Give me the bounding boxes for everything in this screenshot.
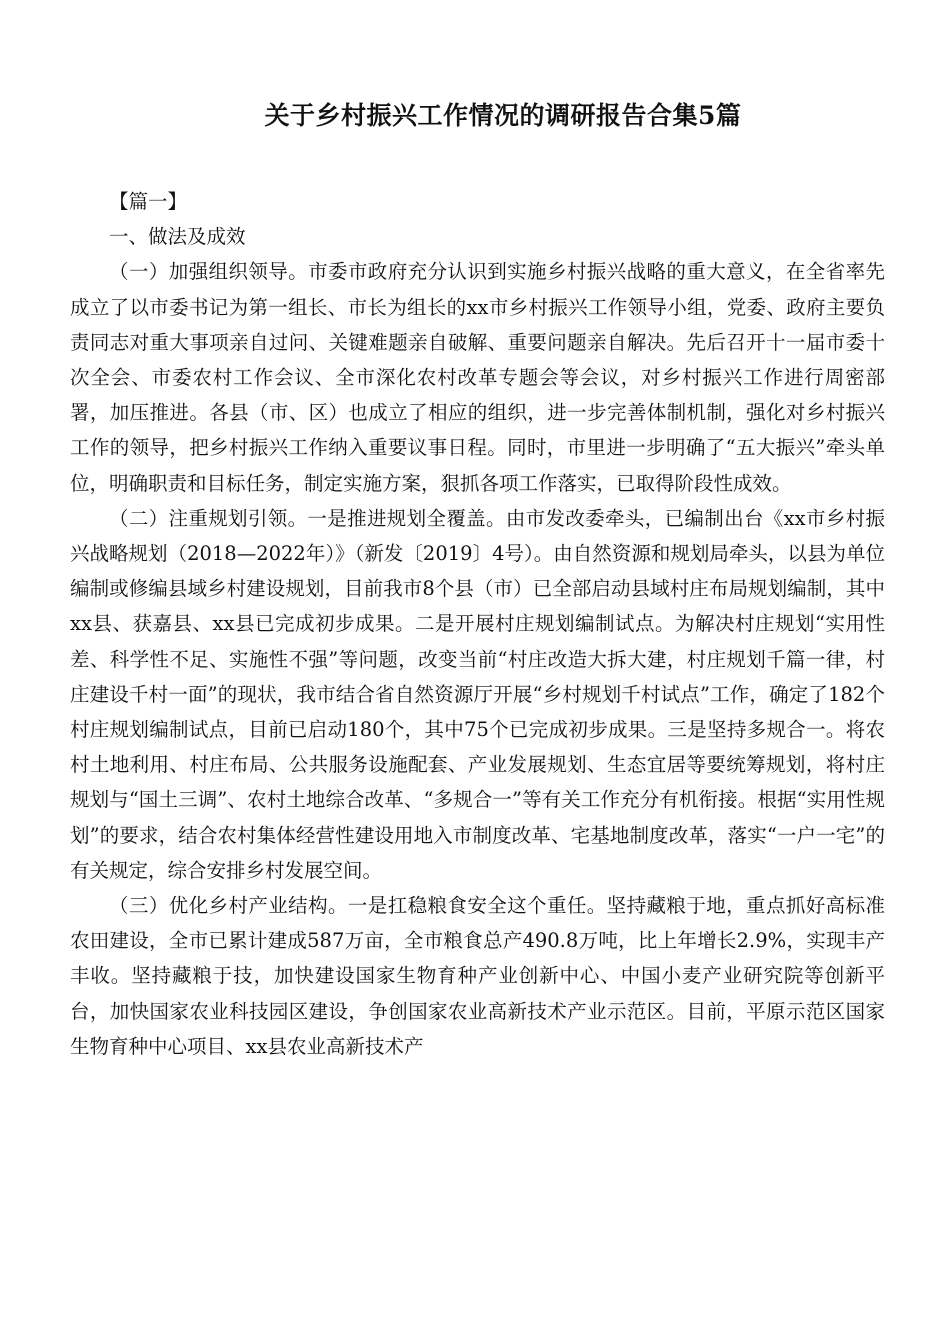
part-label: 【篇一】	[109, 190, 188, 213]
document-title: 关于乡村振兴工作情况的调研报告合集5篇	[264, 101, 742, 130]
paragraph-1: （一）加强组织领导。市委市政府充分认识到实施乡村振兴战略的重大意义，在全省率先成立了以市委书记为第一组长、市长为组长的xx市乡村振兴工作领导小组，党委、政府主要负责同志对重大事项亲自过问、关键难题亲自破解、重要问题亲自解决。先后召开十一届市委十次全会、市委农村工作会议、全市深化农村改革专题会等会议，对乡村振兴工作进行周密部署，加压推进。各县（市、区）也成立了相应的组织，进一步完善体制机制，强化对乡村振兴工作的领导，把乡村振兴工作纳入重要议事日程。同时，市里进一步明确了“五大振兴”牵头单位，明确职责和目标任务，制定实施方案，狠抓各项工作落实，已取得阶段性成效。	[70, 260, 885, 495]
document-body	[70, 184, 885, 1064]
paragraph-2: （二）注重规划引领。一是推进规划全覆盖。由市发改委牵头，已编制出台《xx市乡村振兴战略规划（2018—2022年）》（新发〔2019〕4号）。由自然资源和规划局牵头，以县为单位编制或修编县域乡村建设规划，目前我市8个县（市）已全部启动县域村庄布局规划编制，其中xx县、获嘉县、xx县已完成初步成果。二是开展村庄规划编制试点。为解决村庄规划“实用性差、科学性不足、实施性不强”等问题，改变当前“村庄改造大拆大建，村庄规划千篇一律，村庄建设千村一面”的现状，我市结合省自然资源厅开展“乡村规划千村试点”工作，确定了182个村庄规划编制试点，目前已启动180个，其中75个已完成初步成果。三是坚持多规合一。将农村土地利用、村庄布局、公共服务设施配套、产业发展规划、生态宜居等要统筹规划，将村庄规划与“国土三调”、农村土地综合改革、“多规合一”等有关工作充分有机衔接。根据“实用性规划”的要求，结合农村集体经营性建设用地入市制度改革、宅基地制度改革，落实“一户一宅”的有关规定，综合安排乡村发展空间。	[70, 506, 885, 882]
section-heading: 一、做法及成效	[109, 225, 246, 249]
paragraph-3: （三）优化乡村产业结构。一是扛稳粮食安全这个重任。坚持藏粮于地，重点抓好高标准农田建设，全市已累计建成587万亩，全市粮食总产490.8万吨，比上年增长2.9%，实现丰产丰收。坚持藏粮于技，加快建设国家生物育种产业创新中心、中国小麦产业研究院等创新平台，加快国家农业科技园区建设，争创国家农业高新技术产业示范区。目前，平原示范区国家生物育种中心项目、xx县农业高新技术产	[70, 894, 885, 1058]
